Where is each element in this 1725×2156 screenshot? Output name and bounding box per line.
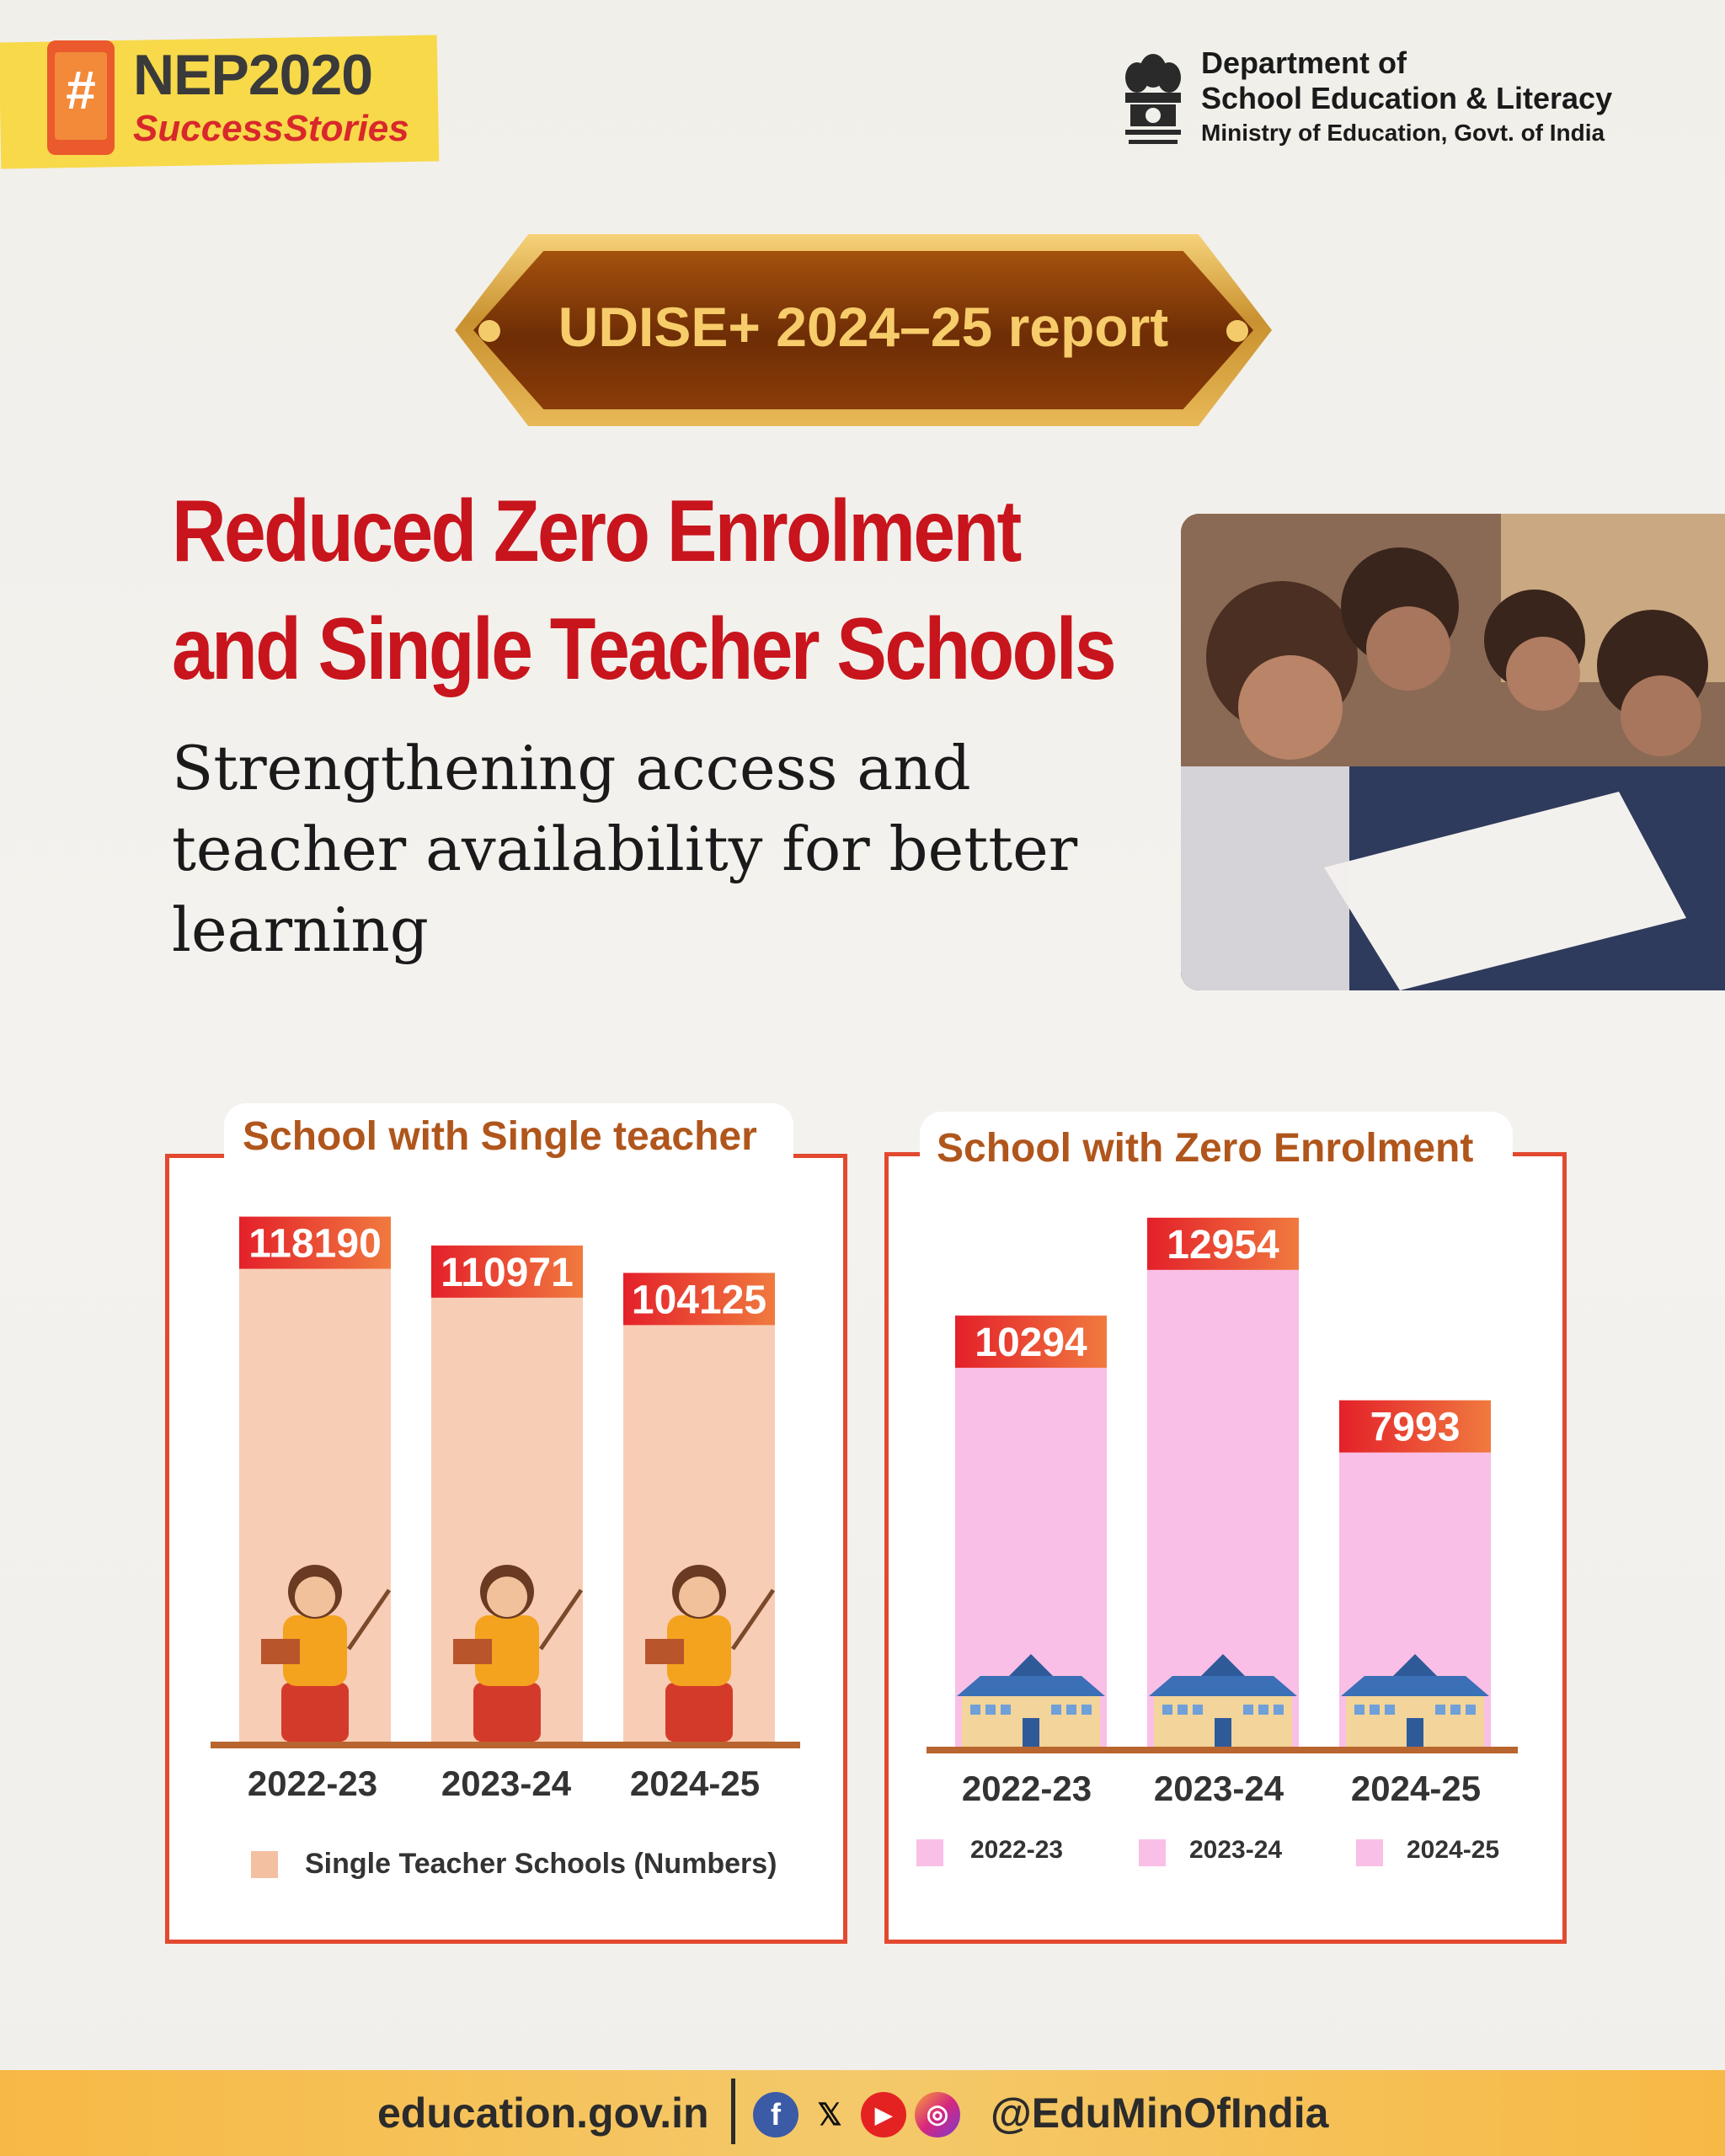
dept-name-line1: Department of	[1201, 45, 1407, 80]
value-label-2023-24: 110971	[441, 1250, 574, 1295]
value-label-2024-25: 7993	[1370, 1405, 1461, 1450]
zero-enrolment-chart	[918, 1196, 1525, 1802]
ministry-name: Ministry of Education, Govt. of India	[1201, 120, 1605, 146]
social-handle[interactable]: @EduMinOfIndia	[991, 2089, 1329, 2137]
headline-line2: and Single Teacher Schools	[172, 600, 1115, 698]
legend-swatch-2024-25	[1356, 1839, 1383, 1866]
report-title: UDISE+ 2024–25 report	[558, 296, 1169, 358]
single-teacher-chart	[202, 1196, 809, 1802]
single-teacher-baseline	[211, 1742, 800, 1748]
phone-hash-icon	[47, 40, 115, 155]
x-tick-2022-23: 2022-23	[961, 1769, 1092, 1808]
x-tick-2022-23: 2022-23	[247, 1764, 378, 1803]
youtube-icon[interactable]: ▶	[861, 2092, 906, 2137]
x-tick-2024-25: 2024-25	[629, 1764, 761, 1803]
legend-label-2022-23: 2022-23	[970, 1836, 1064, 1864]
legend-swatch-single-teacher	[251, 1851, 278, 1878]
dept-name-line2: School Education & Literacy	[1201, 81, 1613, 115]
legend-label-single-teacher: Single Teacher Schools (Numbers)	[305, 1848, 777, 1880]
website-link[interactable]: education.gov.in	[377, 2089, 709, 2137]
legend-swatch-2023-24	[1139, 1839, 1166, 1866]
facebook-icon[interactable]: f	[753, 2092, 798, 2137]
logo-subtitle: SuccessStories	[133, 108, 409, 149]
subheading-line2: teacher availability for better	[172, 814, 1078, 884]
logo-hash: #	[66, 60, 96, 120]
legend-label-2023-24: 2023-24	[1189, 1836, 1283, 1864]
legend-label-2024-25: 2024-25	[1407, 1836, 1500, 1864]
value-label-2022-23: 118190	[248, 1221, 382, 1267]
legend-swatch-2022-23	[916, 1839, 943, 1866]
classroom-photo	[1181, 514, 1725, 990]
x-tick-2023-24: 2023-24	[1153, 1769, 1284, 1808]
value-label-2023-24: 12954	[1167, 1222, 1279, 1267]
subheading-line1: Strengthening access and	[172, 733, 971, 803]
logo-title: NEP2020	[133, 43, 373, 107]
national-emblem-icon	[1117, 45, 1189, 155]
x-tick-2024-25: 2024-25	[1350, 1769, 1482, 1808]
zero-enrolment-chart-title: School with Zero Enrolment	[937, 1126, 1474, 1171]
x-icon[interactable]: 𝕏	[817, 2097, 842, 2132]
zero-enrolment-baseline	[927, 1747, 1518, 1753]
footer-divider	[731, 2079, 735, 2144]
value-label-2022-23: 10294	[975, 1321, 1087, 1366]
subheading-line3: learning	[172, 894, 429, 965]
x-tick-2023-24: 2023-24	[441, 1764, 572, 1803]
single-teacher-chart-title: School with Single teacher	[243, 1114, 757, 1159]
instagram-icon[interactable]: ◎	[915, 2092, 960, 2137]
value-label-2024-25: 104125	[631, 1278, 767, 1323]
headline-line1: Reduced Zero Enrolment	[172, 483, 1020, 580]
